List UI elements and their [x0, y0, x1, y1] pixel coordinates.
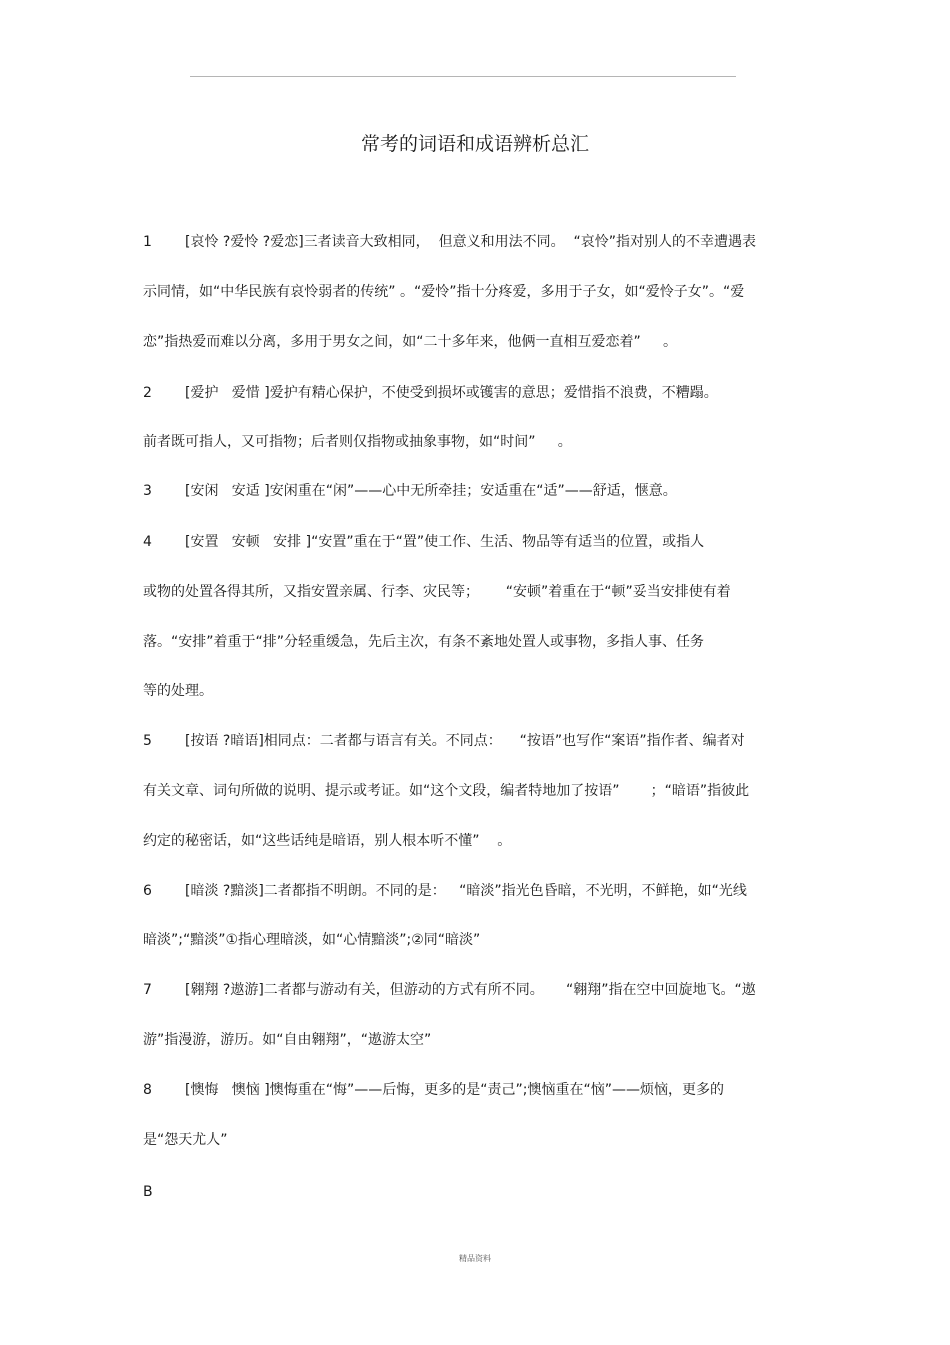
entry-number: 5	[143, 733, 152, 749]
page-title: 常考的词语和成语辨析总汇	[360, 133, 589, 155]
text-line	[143, 1130, 228, 1150]
line-text: 约定的秘密话，如“这些话纯是暗语，别人根本听不懂” 。	[143, 833, 512, 849]
line-text: [暗淡 ?黯淡]二者都指不明朗。不同的是： “暗淡”指光色昏暗，不光明，不鲜艳，如“光线	[185, 883, 747, 899]
line-text: [懊悔 懊恼 ]懊悔重在“悔”——后悔，更多的是“责己”;懊恼重在“恼”——烦恼，更多的	[185, 1082, 724, 1098]
line-text: [爱护 爱惜 ]爱护有精心保护，不使受到损坏或镬害的意思；爱惜指不浪费，不糟蹋。	[185, 385, 718, 401]
line-text: [按语 ?暗语]相同点：二者都与语言有关。不同点： “按语”也写作“案语”指作者、编者对	[185, 733, 745, 749]
text-line	[143, 432, 572, 452]
line-text: 示同情，如“中华民族有哀怜弱者的传统” 。“爱怜”指十分疼爱，多用于子女，如“爱怜子女”。“爱	[143, 284, 745, 300]
page-footer: 精品资料	[459, 1254, 491, 1263]
entry-number: 1	[143, 234, 152, 250]
text-line	[143, 481, 677, 501]
entry-number: 7	[143, 982, 152, 998]
text-line	[143, 532, 704, 552]
text-line	[143, 383, 718, 403]
line-text: 等的处理。	[143, 683, 213, 699]
entry-number: 6	[143, 883, 152, 899]
line-text: 或物的处置各得其所，又指安置亲属、行李、灾民等； “安顿”着重在于“顿”妥当安排使有着	[143, 584, 731, 600]
text-line	[143, 731, 745, 751]
line-text: 恋”指热爱而难以分离，多用于男女之间，如“二十多年来，他俩一直相互爱恋着” 。	[143, 334, 678, 350]
header-rule	[190, 76, 736, 77]
entry-number: 2	[143, 385, 152, 401]
line-text: [翱翔 ?遨游]二者都与游动有关，但游动的方式有所不同。 “翱翔”指在空中回旋地飞。“遨	[185, 982, 756, 998]
text-line	[143, 1080, 724, 1100]
entry-number: 8	[143, 1082, 152, 1098]
text-line	[143, 632, 704, 652]
text-line	[143, 332, 677, 352]
line-text: 是“怨天尤人”	[143, 1132, 228, 1148]
line-text: 有关文章、词句所做的说明、提示或考证。如“这个文段，编者特地加了按语” ；“暗语”指彼此	[143, 783, 750, 799]
text-line	[143, 1182, 153, 1202]
text-line	[143, 681, 213, 701]
line-text: 前者既可指人，又可指物；后者则仅指物或抽象事物，如“时间” 。	[143, 434, 572, 450]
line-text: 落。“安排”着重于“排”分轻重缓急，先后主次，有条不紊地处置人或事物，多指人事、任务	[143, 634, 705, 650]
line-text: [哀怜 ?爱怜 ?爱恋]三者读音大致相同， 但意义和用法不同。 “哀怜”指对别人的不幸遭遇表	[185, 234, 756, 250]
line-text: 游”指漫游，游历。如“自由翱翔”，“遨游太空”	[143, 1032, 432, 1048]
text-line	[143, 881, 747, 901]
text-line	[143, 282, 744, 302]
line-text: 暗淡”;“黯淡”①指心理暗淡，如“心情黯淡”;②同“暗淡”	[143, 932, 481, 948]
line-text: [安置 安顿 安排 ]“安置”重在于“置”使工作、生活、物品等有适当的位置，或指人	[185, 534, 705, 550]
text-line	[143, 781, 749, 801]
text-line	[143, 980, 756, 1000]
entry-number: 3	[143, 483, 152, 499]
text-line	[143, 1030, 431, 1050]
text-line	[143, 582, 731, 602]
entry-number: 4	[143, 534, 152, 550]
text-line	[143, 232, 756, 252]
text-line	[143, 930, 480, 950]
line-text: [安闲 安适 ]安闲重在“闲”——心中无所牵挂；安适重在“适”——舒适，惬意。	[185, 483, 677, 499]
text-line	[143, 831, 511, 851]
line-text: B	[143, 1184, 153, 1200]
